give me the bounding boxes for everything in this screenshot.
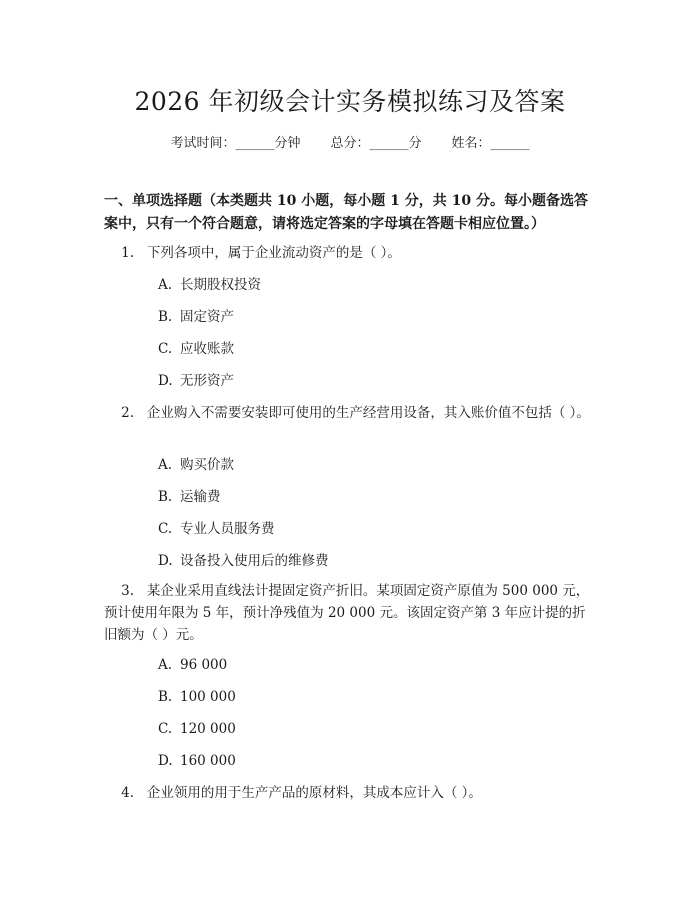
option (158, 551, 329, 571)
option (158, 371, 234, 391)
option-letter: A. (158, 277, 173, 293)
question (104, 580, 594, 646)
option (158, 751, 236, 771)
question-number: 1. (121, 245, 134, 261)
option-letter: B. (158, 309, 173, 325)
option-text: 100 000 (180, 689, 236, 705)
option-letter: A. (158, 657, 173, 673)
option (158, 455, 234, 475)
option-text: 120 000 (180, 721, 236, 737)
option-text: 96 000 (180, 657, 228, 673)
option-letter: D. (158, 373, 173, 389)
option-text: 运输费 (180, 489, 221, 505)
question (104, 782, 594, 804)
option (158, 719, 236, 739)
option-text: 无形资产 (180, 373, 234, 389)
option-text: 应收账款 (180, 341, 234, 357)
exam-name: 姓名：______ (451, 136, 530, 151)
question (104, 402, 594, 424)
option-letter: A. (158, 457, 173, 473)
option-letter: D. (158, 553, 173, 569)
exam-time: 考试时间：______分钟 (170, 136, 301, 151)
option (158, 275, 261, 295)
option (158, 655, 227, 675)
option-letter: D. (158, 753, 173, 769)
question (104, 242, 594, 264)
option (158, 519, 275, 539)
section-heading: 一、单项选择题（本类题共 10 小题，每小题 1 分，共 10 分。每小题备选答案中，只有一个符合题意，请将选定答案的字母填在答题卡相应位置。） (104, 193, 588, 232)
question-number: 4. (121, 785, 134, 801)
question-text: 企业领用的用于生产产品的原材料，其成本应计入（ ）。 (146, 785, 482, 801)
option-text: 设备投入使用后的维修费 (180, 553, 329, 569)
option-letter: B. (158, 489, 173, 505)
option-text: 长期股权投资 (180, 277, 261, 293)
exam-meta (0, 132, 700, 151)
option (158, 339, 234, 359)
exam-score: 总分：______分 (330, 136, 422, 151)
option (158, 687, 236, 707)
option-letter: C. (158, 721, 173, 737)
question-number: 2. (121, 405, 134, 421)
page-title: 2026 年初级会计实务模拟练习及答案 (134, 87, 566, 116)
question-number: 3. (121, 583, 134, 599)
question-text: 某企业采用直线法计提固定资产折旧。某项固定资产原值为 500 000 元，预计使用年限为 5 年，预计净残值为 20 000 元。该固定资产第 3 年应计提的折旧额为（ ）元。 (104, 583, 590, 643)
option-text: 160 000 (180, 753, 236, 769)
option-text: 固定资产 (180, 309, 234, 325)
option (158, 307, 234, 327)
option-text: 专业人员服务费 (180, 521, 275, 537)
option-text: 购买价款 (180, 457, 234, 473)
option (158, 487, 221, 507)
question-text: 企业购入不需要安装即可使用的生产经营用设备，其入账价值不包括（ ）。 (146, 405, 590, 421)
option-letter: B. (158, 689, 173, 705)
question-text: 下列各项中，属于企业流动资产的是（ ）。 (146, 245, 401, 261)
option-letter: C. (158, 341, 173, 357)
option-letter: C. (158, 521, 173, 537)
